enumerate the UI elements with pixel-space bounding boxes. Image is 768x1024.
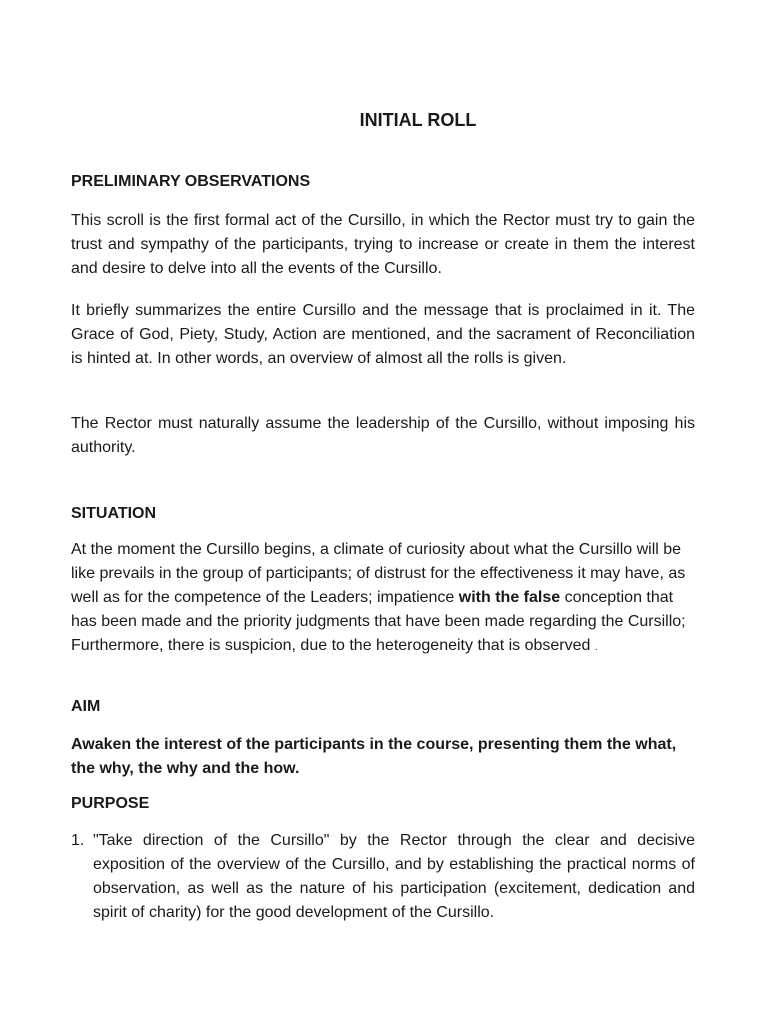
purpose-item-number: 1. (71, 832, 85, 849)
preliminary-paragraph-3: The Rector must naturally assume the leadership of the Cursillo, without imposing his authority. (71, 415, 695, 456)
aim-heading: AIM (71, 698, 101, 715)
situation-paragraph (71, 538, 695, 660)
preliminary-heading: PRELIMINARY OBSERVATIONS (71, 173, 311, 190)
purpose-list-item (71, 829, 695, 925)
situation-text-bold: with the false (458, 589, 561, 606)
purpose-item-text: "Take direction of the Cursillo" by the Rector through the clear and decisive exposition of the overview of the Cursillo, and by establishing the practical norms of observation, as well as the nature of his participation (excitement, dedication and spirit of charity) for the good development of the Cursillo. (93, 832, 695, 921)
preliminary-paragraph-2: It briefly summarizes the entire Cursillo and the message that is proclaimed in it. The Grace of God, Piety, Study, Action are mentioned, and the sacrament of Reconciliation is hinted at. In other words, an overview of almost all the rolls is given. (71, 302, 695, 367)
situation-text-part-2: conception that has been made and the priority judgments that have been made regarding the Cursillo; Furthermore, there is suspicion, due to the heterogeneity that is observed (71, 589, 686, 654)
document-title: INITIAL ROLL (359, 110, 477, 130)
situation-heading: SITUATION (71, 505, 157, 522)
situation-text-dot: . (594, 642, 598, 653)
preliminary-paragraph-1: This scroll is the first formal act of the Cursillo, in which the Rector must try to gain the trust and sympathy of the participants, trying to increase or create in them the interest and desire to delve into all the events of the Cursillo. (71, 212, 695, 277)
aim-text: Awaken the interest of the participants in the course, presenting them the what, the why, the why and the how. (71, 736, 677, 777)
situation-text-part-1: At the moment the Cursillo begins, a climate of curiosity about what the Cursillo will be like prevails in the group of participants; of distrust for the effectiveness it may have, as well as for the competence of the Leaders; impatience (71, 541, 686, 606)
purpose-heading: PURPOSE (71, 795, 150, 812)
